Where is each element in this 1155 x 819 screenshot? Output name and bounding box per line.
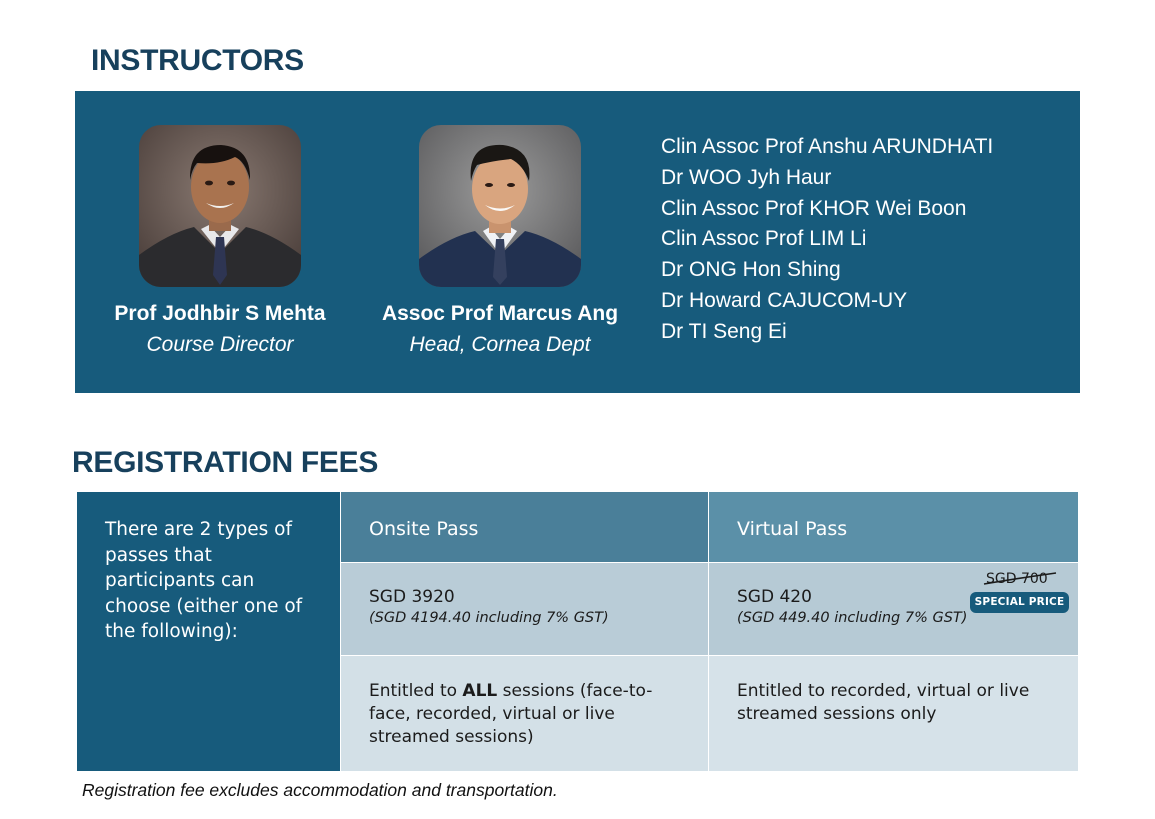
- onsite-pass-header: Onsite Pass: [341, 492, 708, 562]
- faculty-list: [661, 132, 993, 348]
- passes-intro: There are 2 types of passes that participants can choose (either one of the following):: [77, 492, 340, 771]
- instructors-panel: [75, 91, 1080, 393]
- instructor-photo-mehta: [139, 125, 301, 287]
- virtual-price: SGD 420: [737, 587, 812, 607]
- instructor-photo-ang: [419, 125, 581, 287]
- onsite-entitlement-emphasis: ALL: [462, 681, 498, 701]
- onsite-entitlement-suffix: sessions (face-to-face, recorded, virtual or live streamed sessions): [369, 681, 653, 747]
- onsite-entitlement-prefix: Entitled to: [369, 681, 463, 701]
- faculty-item: Dr Howard CAJUCOM-UY: [661, 288, 908, 312]
- virtual-pass-header: Virtual Pass: [709, 492, 1078, 562]
- strikethrough-mark: [980, 570, 1060, 590]
- faculty-item: Dr WOO Jyh Haur: [661, 165, 832, 189]
- registration-footnote: Registration fee excludes accommodation and transportation.: [82, 780, 558, 800]
- onsite-price-cell: [341, 563, 708, 655]
- faculty-item: Clin Assoc Prof KHOR Wei Boon: [661, 196, 967, 220]
- onsite-price-gst: (SGD 4194.40 including 7% GST): [369, 610, 609, 626]
- instructor-name-ang: Assoc Prof Marcus Ang: [381, 302, 619, 325]
- faculty-item: Clin Assoc Prof LIM Li: [661, 227, 867, 251]
- instructor-name-mehta: Prof Jodhbir S Mehta: [114, 302, 326, 325]
- fees-table: [77, 492, 1078, 771]
- special-price-badge: SPECIAL PRICE: [970, 592, 1069, 613]
- virtual-entitlement: Entitled to recorded, virtual or live streamed sessions only: [709, 656, 1078, 771]
- faculty-item: Clin Assoc Prof Anshu ARUNDHATI: [661, 135, 994, 158]
- instructors-heading: INSTRUCTORS: [91, 44, 304, 77]
- faculty-item: Dr ONG Hon Shing: [661, 258, 841, 282]
- onsite-entitlement: [341, 656, 708, 771]
- instructor-role-mehta: Course Director: [146, 333, 294, 356]
- instructor-role-ang: Head, Cornea Dept: [409, 333, 591, 356]
- faculty-item: Dr TI Seng Ei: [661, 319, 787, 343]
- old-price: SGD 700: [986, 571, 1048, 587]
- onsite-price: SGD 3920: [369, 587, 455, 607]
- virtual-price-gst: (SGD 449.40 including 7% GST): [737, 610, 968, 626]
- registration-fees-heading: REGISTRATION FEES: [72, 446, 379, 479]
